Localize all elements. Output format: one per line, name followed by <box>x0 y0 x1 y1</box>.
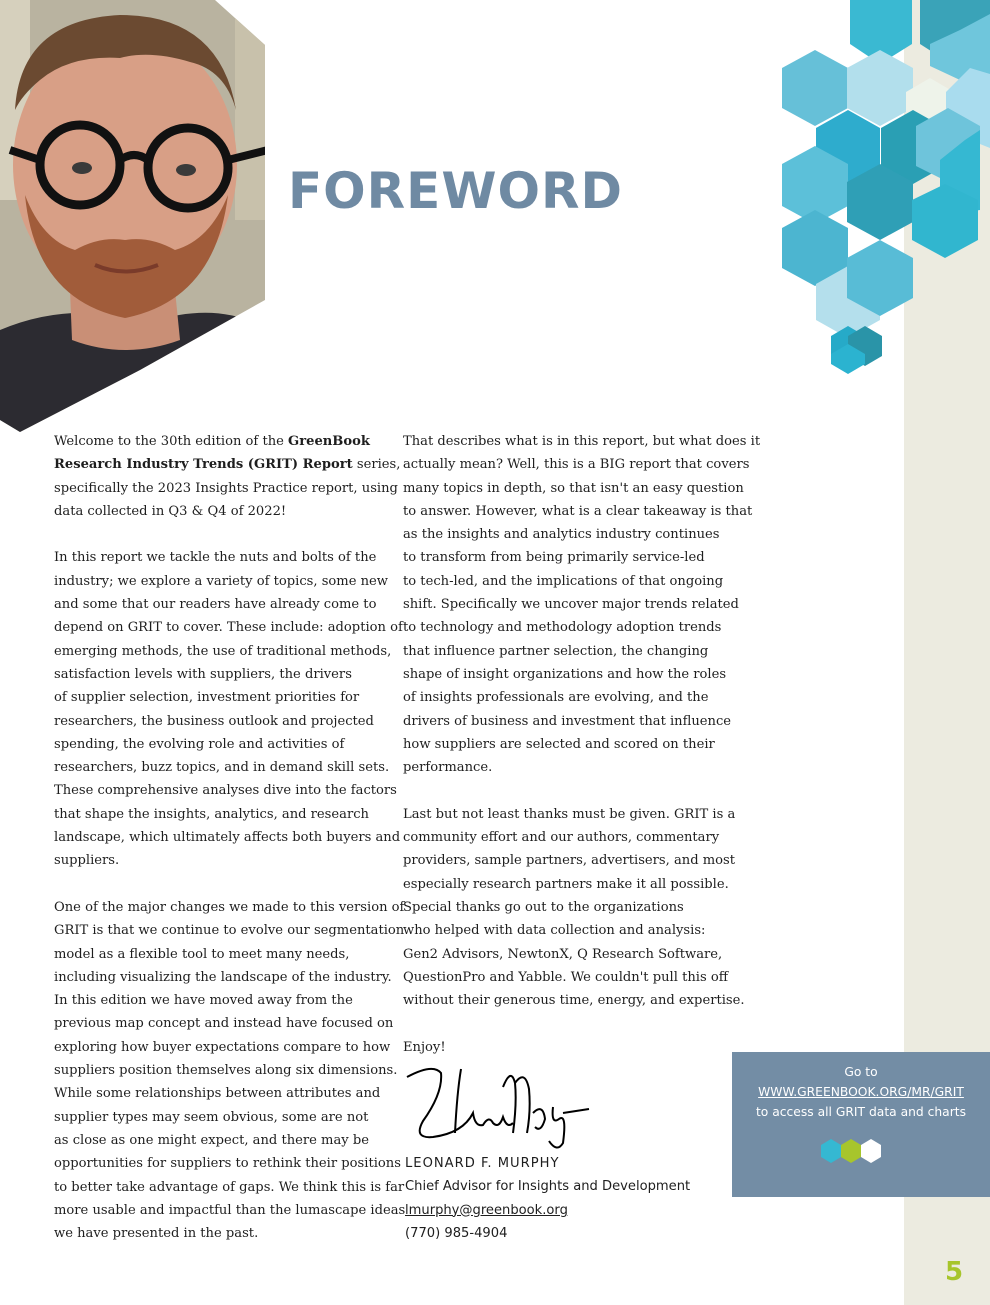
handwritten-signature <box>403 1063 593 1149</box>
closing-text: Enjoy! <box>403 1039 446 1055</box>
page-title: FOREWORD <box>288 162 623 220</box>
grit-data-callout <box>732 1052 990 1197</box>
hexagon-decoration <box>770 0 990 380</box>
signatory-role: Chief Advisor for Insights and Development <box>405 1179 691 1195</box>
signatory-email-link[interactable]: lmurphy@greenbook.org <box>405 1202 568 1218</box>
topics-paragraph: In this report we tackle the nuts and bolts of the industry; we explore a variety of topics, some new and some that our readers have already come to depend on GRIT to cover. These include: adoption of emerging methods, the use of traditional methods, satisfaction levels with suppliers, the drivers of supplier selection, investment priorities for researchers, the business outlook and projected spending, the evolving role and activities of researchers, buzz topics, and in demand skill sets. These comprehensive analyses dive into the factors that shape the insights, analytics, and research landscape, which ultimately affects both buyers and suppliers. <box>54 550 403 869</box>
hexagon-dots-icon <box>818 1138 884 1164</box>
meaning-paragraph: That describes what is in this report, but what does it actually mean? Well, this is a BIG report that covers many topics in depth, so that isn't an easy question to answer. However, what is a clear takeaway is that as the insights and analytics industry continues to transform from being primarily service-led to tech-led, and the implications of that ongoing shift. Specifically we uncover major trends related to technology and methodology adoption trends that influence partner selection, the changing shape of insight organizations and how the roles of insights professionals are evolving, and the drivers of business and investment that influence how suppliers are selected and scored on their performance. <box>403 434 761 776</box>
signatory-name: LEONARD F. MURPHY <box>405 1156 560 1171</box>
changes-paragraph: One of the major changes we made to this version of GRIT is that we continue to evolve our segmentation model as a flexible tool to meet many needs, including visualizing the landscape of the industry. In this edition we have moved away from the previous map concept and instead have focused on exploring how buyer expectations compare to how suppliers position themselves along six dimensions. While some relationships between attributes and supplier types may seem obvious, some are not as close as one might expect, and there may be opportunities for suppliers to rethink their positions to better take advantage of gaps. We think this is far more usable and impactful than the lumascape ideas we have presented in the past. <box>54 899 406 1242</box>
signatory-block <box>405 1152 690 1245</box>
callout-goto-text: Go to <box>844 1065 878 1079</box>
callout-access-text: to access all GRIT data and charts <box>755 1105 967 1119</box>
left-column <box>54 430 406 1269</box>
signatory-phone: (770) 985-4904 <box>405 1225 508 1241</box>
author-portrait <box>0 0 268 432</box>
thanks-paragraph: Last but not least thanks must be given. GRIT is a community effort and our authors, commentary providers, sample partners, advertisers, and most especially research partners make it all possible. Special thanks go out to the organizations who helped with data collection and analysis: Gen2 Advisors, NewtonX, Q Research Software, QuestionPro and Yabble. We couldn't pull this off without their generous time, energy, and expertise. <box>403 806 745 1009</box>
intro-paragraph: Welcome to the 30th edition of the GreenBook Research Industry Trends (GRIT) Report series, specifically the 2023 Insights Practice report, using data collected in Q3 & Q4 of 2022! <box>54 434 401 519</box>
grit-url-link[interactable]: WWW.GREENBOOK.ORG/MR/GRIT <box>758 1085 964 1099</box>
right-column <box>403 430 761 1082</box>
page-number: 5 <box>945 1257 964 1287</box>
